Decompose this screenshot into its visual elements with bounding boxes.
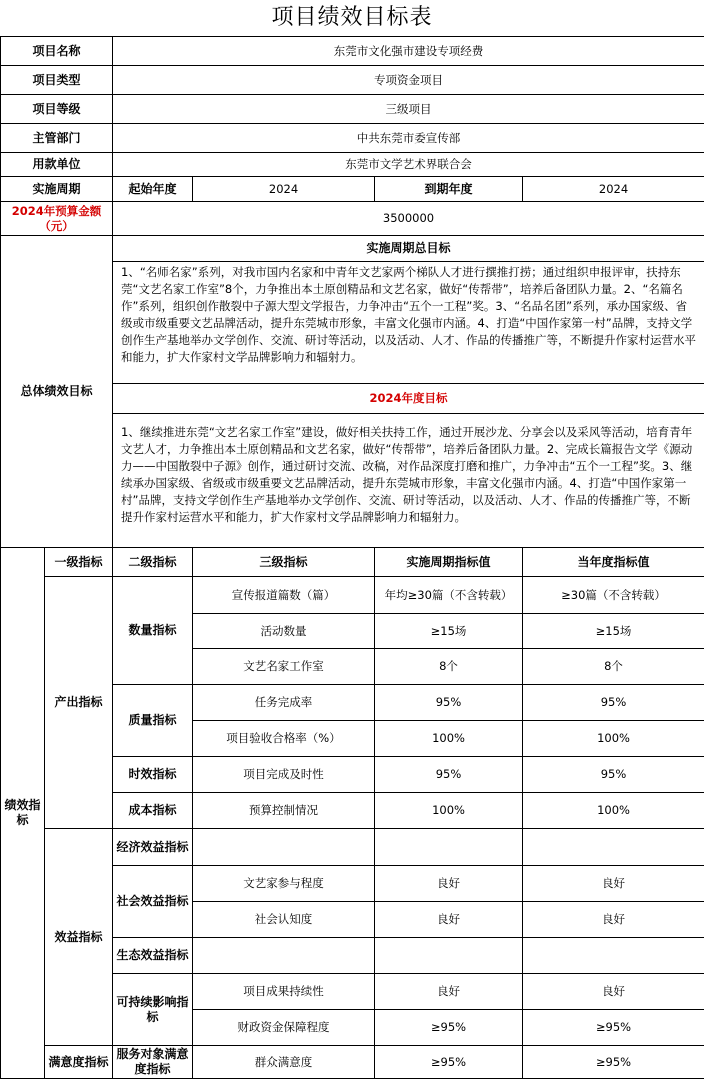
s1-name: 文艺家参与程度 [193, 866, 375, 902]
su1-period: 良好 [375, 974, 523, 1010]
t1-name: 项目完成及时性 [193, 757, 375, 793]
su1-name: 项目成果持续性 [193, 974, 375, 1010]
eco-empty-period [375, 938, 523, 974]
social-indicator-label: 社会效益指标 [113, 866, 193, 938]
c1-name: 预算控制情况 [193, 793, 375, 829]
output-indicator-label: 产出指标 [45, 577, 113, 829]
header-level1: 一级指标 [45, 548, 113, 577]
service-satisfaction-label: 服务对象满意度指标 [113, 1046, 193, 1079]
unit-label: 用款单位 [1, 153, 113, 177]
q2-year: ≥15场 [523, 614, 704, 649]
table-row [1, 829, 704, 866]
su2-year: ≥95% [523, 1010, 704, 1046]
header-year-value: 当年度指标值 [523, 548, 704, 577]
project-name-label: 项目名称 [1, 37, 113, 66]
quality-indicator-label: 质量指标 [113, 685, 193, 757]
c1-period: 100% [375, 793, 523, 829]
ql2-period: 100% [375, 721, 523, 757]
ql1-name: 任务完成率 [193, 685, 375, 721]
q3-name: 文艺名家工作室 [193, 649, 375, 685]
t1-period: 95% [375, 757, 523, 793]
sa1-year: ≥95% [523, 1046, 704, 1079]
q1-year: ≥30篇（不含转载） [523, 577, 704, 614]
sa1-name: 群众满意度 [193, 1046, 375, 1079]
year-goal-text: 1、继续推进东莞“文艺名家工作室”建设，做好相关扶持工作，通过开展沙龙、分享会以及采风等活动，培育青年文艺人才，力争推出本土原创精品和文艺名家，做好“传帮带”，培养后备团队力量。2、完成长篇报告文学《源动力——中国散裂中子源》创作，通过研讨交流、改稿，对作品深度打磨和推广，力争冲击“五个一工程”奖。3、继续承办国家级、省级或市级重要文艺品牌活动，提升东莞城市形象，丰富文化强市内涵。4、打造“中国作家第一村”品牌，支持文学创作生产基地举办文学创作、交流、研讨等活动，以及活动、人才、作品的传播推广等，不断提升作家村运营水平和能力，扩大作家村文学品牌影响力和辐射力。 [113, 414, 704, 548]
dept-value: 中共东莞市委宣传部 [113, 124, 704, 153]
eco-empty-3 [193, 938, 375, 974]
indicators-label: 绩效指标 [1, 548, 45, 1079]
row-project-level [1, 95, 704, 124]
su1-year: 良好 [523, 974, 704, 1010]
su2-name: 财政资金保障程度 [193, 1010, 375, 1046]
s2-year: 良好 [523, 902, 704, 938]
economic-indicator-label: 经济效益指标 [113, 829, 193, 866]
unit-value: 东莞市文学艺术界联合会 [113, 153, 704, 177]
q1-name: 宣传报道篇数（篇） [193, 577, 375, 614]
header-period-value: 实施周期指标值 [375, 548, 523, 577]
table-row [1, 1046, 704, 1079]
ql1-year: 95% [523, 685, 704, 721]
header-level3: 三级指标 [193, 548, 375, 577]
ql2-name: 项目验收合格率（%） [193, 721, 375, 757]
budget-value: 3500000 [113, 202, 704, 236]
s1-year: 良好 [523, 866, 704, 902]
ql1-period: 95% [375, 685, 523, 721]
timely-indicator-label: 时效指标 [113, 757, 193, 793]
satisfaction-indicator-label: 满意度指标 [45, 1046, 113, 1079]
q2-name: 活动数量 [193, 614, 375, 649]
q3-period: 8个 [375, 649, 523, 685]
sa1-period: ≥95% [375, 1046, 523, 1079]
end-year-label: 到期年度 [375, 177, 523, 202]
page-title: 项目绩效目标表 [271, 5, 433, 30]
period-goal-title: 实施周期总目标 [113, 236, 704, 262]
c1-year: 100% [523, 793, 704, 829]
dept-label: 主管部门 [1, 124, 113, 153]
ql2-year: 100% [523, 721, 704, 757]
s1-period: 良好 [375, 866, 523, 902]
project-name-value: 东莞市文化强市建设专项经费 [113, 37, 704, 66]
eco-empty-year [523, 938, 704, 974]
cost-indicator-label: 成本指标 [113, 793, 193, 829]
q1-period: 年均≥30篇（不含转载） [375, 577, 523, 614]
period-goal-text: 1、“名师名家”系列，对我市国内名家和中青年文艺家两个梯队人才进行撰推打捞；通过组织申报评审，扶持东莞“文艺名家工作室”8个，力争推出本土原创精品和文艺名家，做好“传帮带”，培养后备团队力量。2、“名篇名作”系列，组织创作散裂中子源大型文学报告，力争冲击“五个一工程”奖。3、“名品名团”系列，承办国家级、省级或市级重要文艺品牌活动，提升东莞城市形象，丰富文化强市内涵。4、打造“中国作家第一村”品牌，支持文学创作生产基地举办文学创作、交流、研讨等活动，以及活动、人才、作品的传播推广等，不断提升作家村运营水平和能力，扩大作家村文学品牌影响力和辐射力。 [113, 262, 704, 384]
budget-label: 2024年预算金额（元） [1, 202, 113, 236]
indicator-header-row [1, 548, 704, 577]
row-dept [1, 124, 704, 153]
start-year-value: 2024 [193, 177, 375, 202]
eco-indicator-label: 生态效益指标 [113, 938, 193, 974]
row-project-name [1, 37, 704, 66]
row-budget [1, 202, 704, 236]
su2-period: ≥95% [375, 1010, 523, 1046]
project-level-value: 三级项目 [113, 95, 704, 124]
economic-empty-year [523, 829, 704, 866]
overall-goal-label: 总体绩效目标 [1, 236, 113, 548]
row-unit [1, 153, 704, 177]
start-year-label: 起始年度 [113, 177, 193, 202]
economic-empty-period [375, 829, 523, 866]
row-period-goal-title [1, 236, 704, 262]
row-period [1, 177, 704, 202]
row-project-type [1, 66, 704, 95]
period-label: 实施周期 [1, 177, 113, 202]
project-type-value: 专项资金项目 [113, 66, 704, 95]
table-row [1, 577, 704, 614]
s2-period: 良好 [375, 902, 523, 938]
economic-empty-3 [193, 829, 375, 866]
header-level2: 二级指标 [113, 548, 193, 577]
project-type-label: 项目类型 [1, 66, 113, 95]
q3-year: 8个 [523, 649, 704, 685]
performance-table [0, 36, 704, 1079]
end-year-value: 2024 [523, 177, 704, 202]
s2-name: 社会认知度 [193, 902, 375, 938]
sustain-indicator-label: 可持续影响指标 [113, 974, 193, 1046]
year-goal-title: 2024年度目标 [113, 384, 704, 414]
benefit-indicator-label: 效益指标 [45, 829, 113, 1046]
project-level-label: 项目等级 [1, 95, 113, 124]
quantity-indicator-label: 数量指标 [113, 577, 193, 685]
t1-year: 95% [523, 757, 704, 793]
q2-period: ≥15场 [375, 614, 523, 649]
